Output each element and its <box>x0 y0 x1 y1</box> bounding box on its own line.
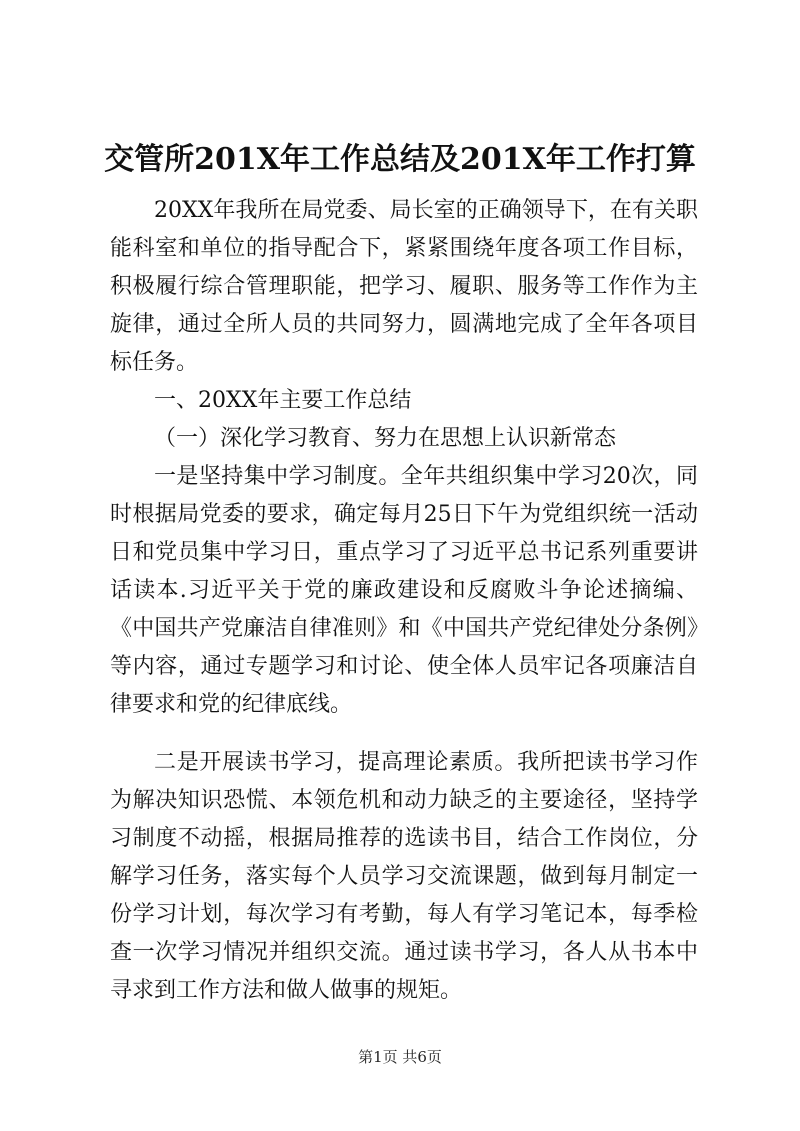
study-system-paragraph: 一是坚持集中学习制度。全年共组织集中学习20次，同时根据局党委的要求，确定每月25日下午为党组织统一活动日和党员集中学习日，重点学习了习近平总书记系列重要讲话读本.习近平关于党的廉政建设和反腐败斗争论述摘编、《中国共产党廉洁自律准则》和《中国共产党纪律处分条例》等内容，通过专题学习和讨论、使全体人员牢记各项廉洁自律要求和党的纪律底线。 <box>110 464 698 717</box>
reading-study-paragraph: 二是开展读书学习，提高理论素质。我所把读书学习作为解决知识恐慌、本领危机和动力缺乏的主要途径，坚持学习制度不动摇，根据局推荐的选读书目，结合工作岗位，分解学习任务，落实每个人员学习交流课题，做到每月制定一份学习计划，每次学习有考勤，每人有学习笔记本，每季检查一次学习情况并组织交流。通过读书学习，各人从书本中寻求到工作方法和做人做事的规矩。 <box>110 750 698 1003</box>
intro-paragraph: 20XX年我所在局党委、局长室的正确领导下，在有关职能科室和单位的指导配合下，紧紧围绕年度各项工作目标，积极履行综合管理职能，把学习、履职、服务等工作作为主旋律，通过全所人员的共同努力，圆满地完成了全年各项目标任务。 <box>110 198 698 375</box>
document-title: 交管所201X年工作总结及201X年工作打算 <box>104 142 696 177</box>
subsection-heading: （一）深化学习教育、努力在思想上认识新常态 <box>154 426 617 451</box>
document-body <box>110 192 698 1010</box>
section-heading: 一、20XX年主要工作总结 <box>154 388 412 413</box>
page-footer: 第1页 共6页 <box>358 1048 442 1066</box>
